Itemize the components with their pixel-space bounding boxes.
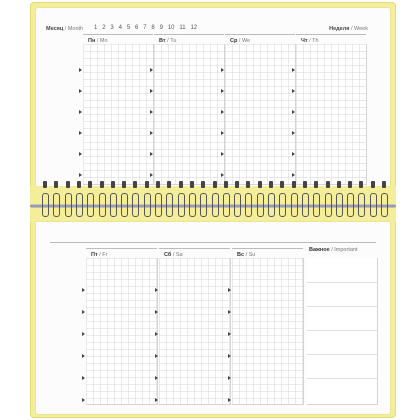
triangle-right-icon bbox=[221, 110, 224, 114]
triangle-right-icon bbox=[79, 173, 82, 177]
spiral-ring-icon bbox=[336, 193, 343, 217]
week-label: Неделя bbox=[329, 26, 350, 32]
binding-hole bbox=[66, 181, 70, 188]
day-grid[interactable] bbox=[83, 44, 154, 185]
day-column-sunday bbox=[232, 248, 303, 404]
top-page bbox=[36, 8, 390, 186]
binding-hole bbox=[246, 181, 250, 188]
binding-hole bbox=[88, 181, 92, 188]
binding-hole bbox=[156, 181, 160, 188]
spiral-ring-icon bbox=[166, 193, 173, 217]
spiral-ring-icon bbox=[212, 193, 219, 217]
spiral-ring-icon bbox=[245, 193, 252, 217]
day-name-en: Su bbox=[248, 252, 256, 258]
month-number[interactable]: 8 bbox=[151, 25, 155, 31]
label-separator: / bbox=[238, 38, 242, 44]
day-name: Чт bbox=[301, 38, 308, 44]
triangle-right-icon bbox=[292, 173, 295, 177]
day-heading bbox=[296, 34, 366, 44]
spiral-ring-icon bbox=[200, 193, 207, 217]
spiral-ring-icon bbox=[257, 193, 264, 217]
spiral-ring-icon bbox=[347, 193, 354, 217]
binding-hole bbox=[348, 181, 352, 188]
page-top-rule bbox=[50, 242, 376, 243]
binding-hole bbox=[111, 181, 115, 188]
triangle-right-icon bbox=[82, 332, 85, 336]
binding-hole bbox=[190, 181, 194, 188]
triangle-right-icon bbox=[292, 89, 295, 93]
spiral-ring-icon bbox=[279, 193, 286, 217]
spiral-ring-icon bbox=[99, 193, 106, 217]
triangle-right-icon bbox=[292, 131, 295, 135]
important-heading bbox=[307, 244, 377, 254]
spiral-ring-icon bbox=[110, 193, 117, 217]
binding-hole bbox=[224, 181, 228, 188]
triangle-right-icon bbox=[150, 131, 153, 135]
triangle-right-icon bbox=[150, 68, 153, 72]
label-separator: / bbox=[350, 26, 355, 32]
month-number[interactable]: 2 bbox=[102, 25, 106, 31]
triangle-right-icon bbox=[79, 152, 82, 156]
binding-hole bbox=[292, 181, 296, 188]
day-name-en: Mo bbox=[99, 38, 108, 44]
spiral-ring-icon bbox=[42, 193, 49, 217]
ruled-line bbox=[307, 354, 377, 355]
month-label-en: Month bbox=[67, 26, 84, 32]
triangle-right-icon bbox=[292, 110, 295, 114]
spiral-ring-icon bbox=[65, 193, 72, 217]
day-name-en: We bbox=[241, 38, 251, 44]
ruled-line bbox=[307, 378, 377, 379]
triangle-right-icon bbox=[79, 89, 82, 93]
important-notes-area[interactable] bbox=[307, 258, 378, 405]
triangle-right-icon bbox=[221, 173, 224, 177]
spiral-ring-icon bbox=[302, 193, 309, 217]
day-grid[interactable] bbox=[154, 44, 225, 185]
label-separator: / bbox=[172, 252, 176, 258]
binding-hole bbox=[201, 181, 205, 188]
important-label-en: Important bbox=[334, 247, 358, 253]
triangle-right-icon bbox=[150, 89, 153, 93]
label-separator: / bbox=[331, 247, 335, 253]
spiral-ring-icon bbox=[291, 193, 298, 217]
month-number[interactable]: 4 bbox=[118, 25, 122, 31]
spiral-ring-icon bbox=[358, 193, 365, 217]
spiral-ring-icon bbox=[53, 193, 60, 217]
day-name: Вт bbox=[159, 38, 166, 44]
day-name: Сб bbox=[164, 252, 172, 258]
spiral-ring-icon bbox=[189, 193, 196, 217]
triangle-right-icon bbox=[228, 376, 231, 380]
binding-hole bbox=[213, 181, 217, 188]
label-separator: / bbox=[64, 26, 68, 32]
triangle-right-icon bbox=[221, 89, 224, 93]
spiral-ring-icon bbox=[234, 193, 241, 217]
spiral-ring-icon bbox=[144, 193, 151, 217]
month-number[interactable]: 5 bbox=[126, 25, 131, 31]
day-name-en: Fr bbox=[102, 252, 108, 258]
day-grid[interactable] bbox=[232, 258, 304, 405]
spiral-ring-icon bbox=[370, 193, 377, 217]
triangle-right-icon bbox=[155, 310, 158, 314]
triangle-right-icon bbox=[228, 332, 231, 336]
triangle-right-icon bbox=[155, 288, 158, 292]
triangle-right-icon bbox=[221, 152, 224, 156]
spiral-ring-icon bbox=[76, 193, 83, 217]
month-number[interactable]: 3 bbox=[110, 25, 114, 31]
triangle-right-icon bbox=[150, 110, 153, 114]
month-label: Месяц bbox=[46, 26, 64, 32]
day-heading bbox=[225, 34, 295, 44]
month-number[interactable]: 10 bbox=[167, 25, 175, 31]
label-separator: / bbox=[99, 252, 103, 258]
label-separator: / bbox=[309, 38, 313, 44]
label-separator: / bbox=[167, 38, 171, 44]
important-label: Важное bbox=[309, 247, 330, 253]
binding-hole bbox=[371, 181, 375, 188]
binding-hole bbox=[303, 181, 307, 188]
day-name: Вс bbox=[237, 252, 245, 258]
triangle-right-icon bbox=[228, 310, 231, 314]
binding-hole bbox=[382, 181, 386, 188]
month-header bbox=[46, 26, 83, 32]
spiral-ring-icon bbox=[325, 193, 332, 217]
binding-hole bbox=[359, 181, 363, 188]
month-number[interactable]: 9 bbox=[159, 25, 163, 31]
binding-hole bbox=[258, 181, 262, 188]
triangle-right-icon bbox=[155, 332, 158, 336]
triangle-right-icon bbox=[82, 354, 85, 358]
day-column-friday bbox=[86, 248, 157, 404]
month-number[interactable]: 11 bbox=[179, 25, 186, 31]
day-column-wednesday bbox=[225, 34, 295, 184]
binding-hole bbox=[314, 181, 318, 188]
month-number[interactable]: 1 bbox=[94, 25, 98, 31]
binding-hole bbox=[235, 181, 239, 188]
day-name: Пн bbox=[88, 38, 96, 44]
day-column-monday bbox=[83, 34, 153, 184]
week-header bbox=[329, 26, 368, 32]
triangle-right-icon bbox=[150, 152, 153, 156]
day-name: Пт bbox=[91, 252, 98, 258]
spiral-ring-icon bbox=[381, 193, 388, 217]
triangle-right-icon bbox=[82, 310, 85, 314]
triangle-right-icon bbox=[79, 68, 82, 72]
month-number[interactable]: 7 bbox=[143, 25, 147, 31]
spiral-ring-icon bbox=[268, 193, 275, 217]
binding-hole bbox=[122, 181, 126, 188]
spiral-ring-icon bbox=[178, 193, 185, 217]
day-heading bbox=[154, 34, 224, 44]
day-heading bbox=[86, 248, 157, 258]
binding-hole bbox=[280, 181, 284, 188]
binding-hole bbox=[167, 181, 171, 188]
binding-hole bbox=[43, 181, 47, 188]
spiral-ring-icon bbox=[87, 193, 94, 217]
day-grid[interactable] bbox=[86, 258, 158, 405]
binding-hole bbox=[145, 181, 149, 188]
day-name-en: Tu bbox=[170, 38, 177, 44]
triangle-right-icon bbox=[292, 152, 295, 156]
spiral-ring-icon bbox=[223, 193, 230, 217]
binding-hole bbox=[179, 181, 183, 188]
triangle-right-icon bbox=[82, 376, 85, 380]
spiral-ring-icon bbox=[132, 193, 139, 217]
triangle-right-icon bbox=[155, 354, 158, 358]
binding-hole bbox=[77, 181, 81, 188]
binding-hole bbox=[133, 181, 137, 188]
triangle-right-icon bbox=[79, 131, 82, 135]
binding-hole bbox=[269, 181, 273, 188]
triangle-right-icon bbox=[155, 376, 158, 380]
day-heading bbox=[159, 248, 230, 258]
day-column-thursday bbox=[296, 34, 366, 184]
ruled-line bbox=[307, 306, 377, 307]
triangle-right-icon bbox=[221, 131, 224, 135]
triangle-right-icon bbox=[79, 110, 82, 114]
triangle-right-icon bbox=[82, 398, 85, 402]
month-number[interactable]: 6 bbox=[135, 25, 139, 31]
triangle-right-icon bbox=[155, 398, 158, 402]
day-grid[interactable] bbox=[225, 44, 296, 185]
day-name-en: Sa bbox=[175, 252, 183, 258]
binding-hole bbox=[100, 181, 104, 188]
day-name: Ср bbox=[230, 38, 238, 44]
ruled-line bbox=[307, 282, 377, 283]
week-label-en: Week bbox=[354, 26, 368, 32]
triangle-right-icon bbox=[228, 354, 231, 358]
triangle-right-icon bbox=[228, 288, 231, 292]
important-column bbox=[307, 244, 377, 404]
spiral-ring-icon bbox=[155, 193, 162, 217]
spiral-ring-icon bbox=[313, 193, 320, 217]
month-number[interactable]: 12 bbox=[190, 25, 198, 31]
day-grid[interactable] bbox=[159, 258, 231, 405]
label-separator: / bbox=[245, 252, 249, 258]
binding-hole bbox=[54, 181, 58, 188]
bottom-page bbox=[36, 222, 390, 414]
triangle-right-icon bbox=[150, 173, 153, 177]
day-name-en: Th bbox=[312, 38, 319, 44]
day-heading bbox=[232, 248, 303, 258]
day-heading bbox=[83, 34, 153, 44]
triangle-right-icon bbox=[82, 288, 85, 292]
ruled-line bbox=[307, 330, 377, 331]
spiral-ring-icon bbox=[121, 193, 128, 217]
day-column-saturday bbox=[159, 248, 230, 404]
binding-hole bbox=[337, 181, 341, 188]
day-grid[interactable] bbox=[296, 44, 367, 185]
triangle-right-icon bbox=[228, 398, 231, 402]
month-numbers bbox=[94, 25, 200, 31]
triangle-right-icon bbox=[292, 68, 295, 72]
binding-hole bbox=[326, 181, 330, 188]
label-separator: / bbox=[96, 38, 100, 44]
day-column-tuesday bbox=[154, 34, 224, 184]
triangle-right-icon bbox=[221, 68, 224, 72]
